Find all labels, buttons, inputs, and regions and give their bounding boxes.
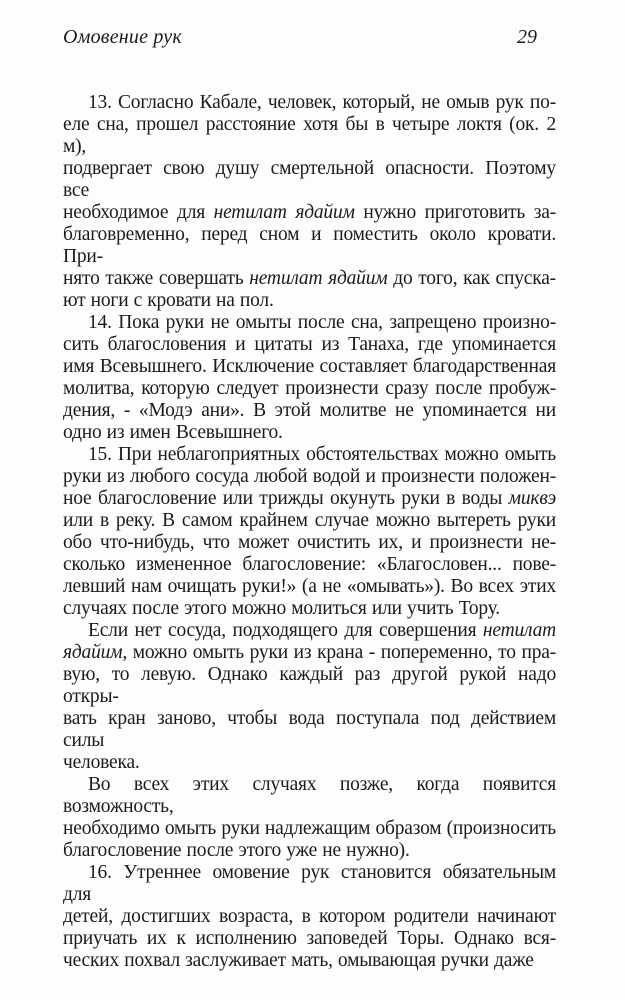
- text-line: [63, 774, 556, 818]
- italic-term: нетилат ядайим: [249, 268, 388, 289]
- page-header: [63, 26, 537, 49]
- text-line: [63, 488, 556, 510]
- text-line: [63, 92, 556, 114]
- text-segment: необходимо омыть руки надлежащим образом (произносить: [63, 818, 556, 839]
- text-segment: нято также совершать: [63, 268, 250, 289]
- text-segment: 13. Согласно Кабале, человек, который, не омыв рук по-: [88, 92, 556, 113]
- text-segment: одно из имен Всевышнего.: [63, 422, 283, 443]
- text-line: [63, 444, 556, 466]
- text-segment: человека.: [63, 752, 140, 773]
- text-segment: Во всех этих случаях позже, когда появится возможность,: [63, 774, 556, 817]
- text-segment: благословение после этого уже не нужно).: [63, 840, 410, 861]
- text-line: [63, 224, 556, 268]
- text-line: [63, 114, 556, 158]
- text-segment: дения, - «Модэ ани». В этой молитве не упоминается ни: [63, 400, 556, 421]
- text-segment: сить благословения и цитаты из Танаха, где упоминается: [63, 334, 556, 355]
- text-segment: вую, то левую. Однако каждый раз другой рукой надо откры-: [63, 664, 556, 707]
- text-segment: руки из любого сосуда любой водой и произнести положен-: [63, 466, 556, 487]
- text-line: [63, 334, 556, 356]
- text-segment: 15. При неблагоприятных обстоятельствах можно омыть: [88, 444, 556, 465]
- text-line: [63, 576, 556, 598]
- text-segment: или в реку. В самом крайнем случае можно вытереть руки: [63, 510, 556, 531]
- italic-term: нетилат ядайим: [213, 202, 355, 223]
- text-segment: необходимое для: [63, 202, 214, 223]
- text-line: [63, 158, 556, 202]
- text-segment: до того, как спуска-: [387, 268, 556, 289]
- text-segment: приучать их к исполнению заповедей Торы. Однако вся-: [63, 928, 556, 949]
- text-segment: 14. Пока руки не омыты после сна, запрещено произно-: [88, 312, 556, 333]
- text-line: [63, 664, 556, 708]
- text-segment: случаях после этого можно молиться или учить Тору.: [63, 598, 500, 619]
- text-line: [63, 752, 556, 774]
- page-number: 29: [517, 26, 537, 48]
- text-line: [63, 708, 556, 752]
- text-segment: молитва, которую следует произнести сразу после пробуж-: [63, 378, 556, 399]
- text-line: [63, 312, 556, 334]
- text-line: [63, 202, 556, 224]
- text-line: [63, 906, 556, 928]
- italic-term: ядайим,: [63, 642, 128, 663]
- text-segment: обо что-нибудь, что может очистить их, и произнести не-: [63, 532, 556, 553]
- text-line: [63, 598, 556, 620]
- text-line: [63, 400, 556, 422]
- text-line: [63, 356, 556, 378]
- text-line: [63, 862, 556, 906]
- text-line: [63, 950, 556, 972]
- body-text: [63, 92, 556, 972]
- text-line: [63, 378, 556, 400]
- text-line: [63, 290, 556, 312]
- text-segment: сколько измененное благословение: «Благословен... пове-: [63, 554, 556, 575]
- text-line: [63, 466, 556, 488]
- text-segment: Если нет сосуда, подходящего для совершения: [88, 620, 483, 641]
- text-segment: еле сна, прошел расстояние хотя бы в четыре локтя (ок. 2 м),: [63, 114, 556, 157]
- text-line: [63, 532, 556, 554]
- text-segment: ное благословение или трижды окунуть руки в воды: [63, 488, 509, 509]
- text-segment: вать кран заново, чтобы вода поступала под действием силы: [63, 708, 556, 751]
- text-line: [63, 818, 556, 840]
- text-segment: ют ноги с кровати на пол.: [63, 290, 274, 311]
- text-segment: левший нам очищать руки!» (а не «омывать»). Во всех этих: [63, 576, 556, 597]
- text-segment: имя Всевышнего. Исключение составляет благодарственная: [63, 356, 556, 377]
- text-segment: 16. Утреннее омовение рук становится обязательным для: [63, 862, 556, 905]
- text-segment: нужно приготовить за-: [354, 202, 556, 223]
- text-line: [63, 620, 556, 642]
- text-line: [63, 642, 556, 664]
- text-line: [63, 510, 556, 532]
- text-segment: благовременно, перед сном и поместить около кровати. При-: [63, 224, 556, 267]
- text-segment: подвергает свою душу смертельной опасности. Поэтому все: [63, 158, 556, 201]
- text-line: [63, 554, 556, 576]
- text-line: [63, 840, 556, 862]
- italic-term: нетилат: [482, 620, 556, 641]
- text-line: [63, 268, 556, 290]
- running-title: Омовение рук: [63, 26, 182, 48]
- text-segment: ческих похвал заслуживает мать, омывающая ручки даже: [63, 950, 534, 971]
- text-segment: можно омыть руки из крана - попеременно, то пра-: [127, 642, 556, 663]
- text-line: [63, 422, 556, 444]
- text-line: [63, 928, 556, 950]
- text-segment: детей, достигших возраста, в котором родители начинают: [63, 906, 556, 927]
- italic-term: миквэ: [508, 488, 556, 509]
